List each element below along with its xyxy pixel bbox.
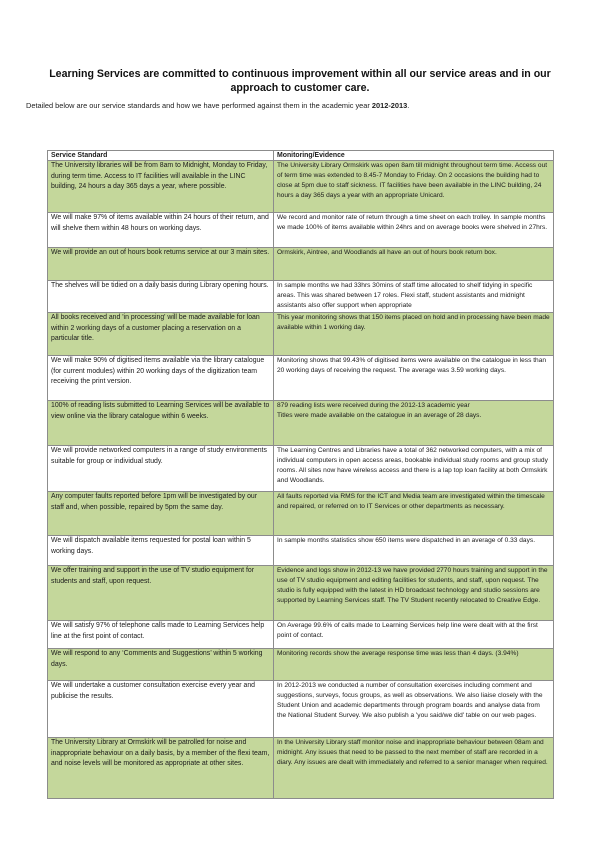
monitoring-evidence-cell: We record and monitor rate of return through a time sheet on each trolley. In sample months we made 100% of items available within 24hrs and on average books were shelved in 27hrs. (274, 213, 554, 248)
intro-paragraph (26, 101, 586, 110)
table-row (48, 281, 554, 313)
table-row (48, 213, 554, 248)
table-row (48, 681, 554, 738)
service-standard-cell: We offer training and support in the use of TV studio equipment for students and staff, upon request. (48, 566, 274, 621)
service-standard-cell: We will satisfy 97% of telephone calls made to Learning Services help line at the first point of contact. (48, 621, 274, 649)
intro-year: 2012-2013 (371, 101, 408, 110)
service-standard-cell: We will respond to any ‘Comments and Suggestions’ within 5 working days. (48, 649, 274, 681)
service-standards-table (47, 150, 554, 799)
service-standard-cell: We will undertake a customer consultation exercise every year and publicise the results. (48, 681, 274, 738)
table-row (48, 356, 554, 401)
service-standard-cell: The University libraries will be from 8am to Midnight, Monday to Friday, during term time. Access to IT facilities will available in the LINC building, 24 hours a day 365 days a year, where possible. (48, 161, 274, 213)
monitoring-evidence-cell: Evidence and logs show in 2012-13 we have provided 2770 hours training and support in the use of TV studio equipment and editing facilities for students, and staff, upon request. The studio is fully equipped with the latest in HD broadcast technology and studio sessions are supported by Learning Services staff. The TV Student recently relocated to Creative Edge. (274, 566, 554, 621)
service-standard-cell: Any computer faults reported before 1pm will be investigated by our staff and, when possible, repaired by 5pm the same day. (48, 492, 274, 536)
service-standard-cell: We will make 97% of items available within 24 hours of their return, and will shelve them within 48 hours on working days. (48, 213, 274, 248)
header-service-standard: Service Standard (48, 151, 274, 161)
table-row (48, 248, 554, 281)
table-header-row (48, 151, 554, 161)
service-standard-cell: The University Library at Ormskirk will be patrolled for noise and inappropriate behaviour on a daily basis, by a member of the flexi team, and noise levels will be monitored as appropriate at other sites. (48, 738, 274, 799)
service-standard-cell: The shelves will be tidied on a daily basis during Library opening hours. (48, 281, 274, 313)
table-row (48, 313, 554, 356)
service-standard-cell: We will provide networked computers in a range of study environments suitable for group or individual study. (48, 446, 274, 492)
intro-suffix: . (407, 101, 410, 110)
table-row (48, 446, 554, 492)
page-title: Learning Services are committed to continuous improvement within all our service areas and in our approach to customer care. (49, 68, 551, 94)
service-standard-cell: 100% of reading lists submitted to Learning Services will be available to view online via the library catalogue within 6 weeks. (48, 401, 274, 446)
table-row (48, 401, 554, 446)
monitoring-evidence-cell: This year monitoring shows that 150 items placed on hold and in processing have been made available within 1 working day. (274, 313, 554, 356)
table-row (48, 566, 554, 621)
table-row (48, 161, 554, 213)
table-row (48, 738, 554, 799)
monitoring-evidence-cell: Monitoring shows that 99.43% of digitised items were available on the catalogue in less than 20 working days of receiving the request. The average was 3.59 working days. (274, 356, 554, 401)
monitoring-evidence-cell: Monitoring records show the average response time was less than 4 days. (3.94%) (274, 649, 554, 681)
service-standard-cell: We will make 90% of digitised items available via the library catalogue (for current modules) within 20 working days of the digitization team receiving the print version. (48, 356, 274, 401)
intro-text: Detailed below are our service standards and how we have performed against them in the academic year (26, 101, 372, 110)
monitoring-evidence-cell: Ormskirk, Aintree, and Woodlands all have an out of hours book return box. (274, 248, 554, 281)
table-row (48, 536, 554, 566)
service-standard-cell: We will dispatch available items requested for postal loan within 5 working days. (48, 536, 274, 566)
service-standard-cell: All books received and 'in processing' will be made available for loan within 2 working days of a customer placing a reservation on a particular title. (48, 313, 274, 356)
table-row (48, 649, 554, 681)
monitoring-evidence-cell: 879 reading lists were received during the 2012-13 academic year Titles were made available on the catalogue in an average of 28 days. (274, 401, 554, 446)
monitoring-evidence-cell: In 2012-2013 we conducted a number of consultation exercises including comment and suggestions, surveys, focus groups, as well as observations. We also liaise closely with the Student Union and academic departments through program boards and analyse data from the National Student Survey. We also publish a 'you said/we did' table on our web pages. (274, 681, 554, 738)
monitoring-evidence-cell: The Learning Centres and Libraries have a total of 362 networked computers, with a mix of individual computers in open access areas, bookable individual study rooms and group study rooms. All sites now have wireless access and there is a lap top loan facility at both Ormskirk and Woodlands. (274, 446, 554, 492)
header-monitoring-evidence: Monitoring/Evidence (274, 151, 554, 161)
monitoring-evidence-cell: In sample months we had 33hrs 30mins of staff time allocated to shelf tidying in specific areas. This was shared between 17 roles. Flexi staff, student assistants and midnight assistants also offer support when appropriate (274, 281, 554, 313)
monitoring-evidence-cell: All faults reported via RMS for the ICT and Media team are investigated within the timescale and repaired, or referred on to IT Services or other departments as necessary. (274, 492, 554, 536)
monitoring-evidence-cell: In sample months statistics show 650 items were dispatched in an average of 0.33 days. (274, 536, 554, 566)
monitoring-evidence-cell: On Average 99.6% of calls made to Learning Services help line were dealt with at the first point of contact. (274, 621, 554, 649)
service-standard-cell: We will provide an out of hours book returns service at our 3 main sites. (48, 248, 274, 281)
table-row (48, 492, 554, 536)
table-row (48, 621, 554, 649)
monitoring-evidence-cell: The University Library Ormskirk was open 8am till midnight throughout term time. Access out of term time was extended to 8.45-7 Monday to Friday. On 2 occasions the building had to close at 5pm due to staff sickness. IT facilities have been available in the LINC building, 24 hours a day 365 days a year with an appropriate Unicard. (274, 161, 554, 213)
monitoring-evidence-cell: In the University Library staff monitor noise and inappropriate behaviour between 08am and midnight. Any issues that need to be passed to the next member of staff are recorded in a diary. Any issues are dealt with immediately and referred to a senior manager when required. (274, 738, 554, 799)
